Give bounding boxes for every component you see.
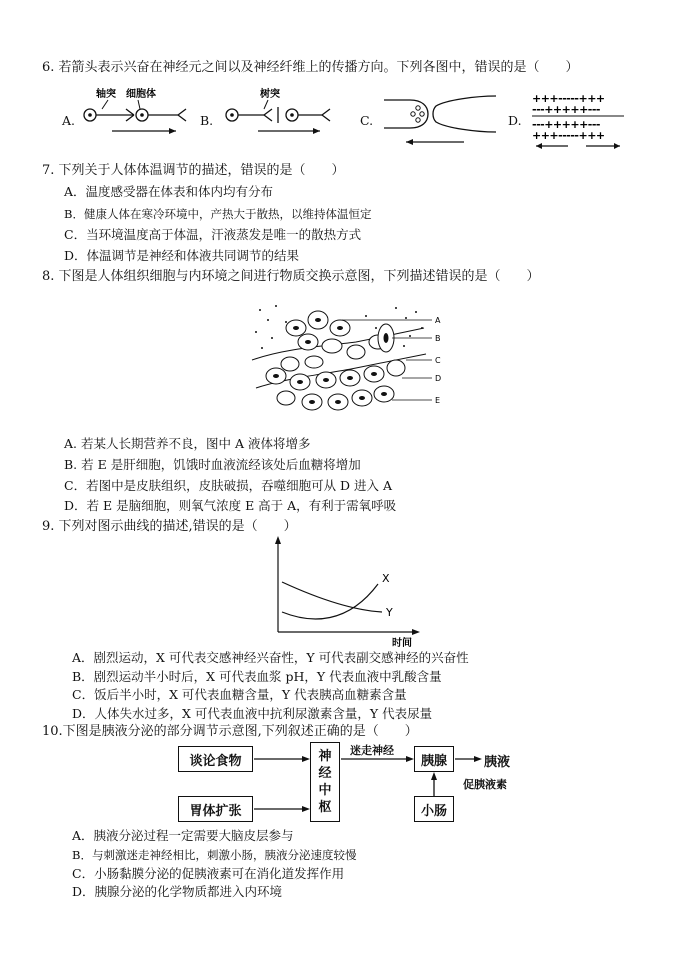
d-top-plus-row: +++-----+++ (532, 92, 605, 105)
box-talk-food: 谈论食物 (178, 746, 253, 772)
label-pancreatic-juice: 胰液 (484, 755, 511, 770)
label-e: E (435, 396, 441, 405)
q9-option-d: D．人体失水过多，X 可代表血液中抗利尿激素含量，Y 代表尿量 (72, 706, 433, 721)
q9-option-c: C．饭后半小时，X 可代表血糖含量，Y 代表胰高血糖素含量 (72, 687, 407, 702)
q7-stem: 7. 下列关于人体体温调节的描述，错误的是（ ） (42, 163, 345, 178)
box-stomach-distension: 胃体扩张 (178, 796, 253, 822)
q6-diagram-a (78, 85, 193, 137)
box-nerve-center (310, 742, 340, 822)
nerve-center-char-1: 神 (318, 749, 332, 764)
q9-curve-chart (268, 532, 428, 650)
axon-label: 轴突 (96, 89, 116, 100)
q9-option-a: A．剧烈运动，X 可代表交感神经兴奋性，Y 可代表副交感神经的兴奋性 (72, 650, 469, 665)
nerve-center-char-2: 经 (318, 766, 332, 781)
q6-option-b-letter: B. (200, 113, 214, 128)
q7-option-b: B．健康人体在寒冷环境中，产热大于散热，以维持体温恒定 (64, 207, 372, 221)
label-c: C (435, 356, 441, 365)
q10-stem: 10.下图是胰液分泌的部分调节示意图,下列叙述正确的是（ ） (42, 724, 418, 739)
q8-option-c: C．若图中是皮肤组织，皮肤破损，吞噬细胞可从 D 进入 A (64, 478, 393, 493)
x-axis-label: 时间 (392, 638, 412, 649)
q9-option-b: B．剧烈运动半小时后，X 可代表血浆 pH，Y 代表血液中乳酸含量 (72, 669, 442, 684)
q8-stem: 8. 下图是人体组织细胞与内环境之间进行物质交换示意图，下列描述错误的是（ ） (42, 269, 540, 284)
q10-option-b: B．与刺激迷走神经相比，刺激小肠，胰液分泌速度较慢 (72, 848, 357, 862)
label-b: B (435, 334, 441, 343)
q6-diagram-c (376, 92, 500, 148)
nerve-center-char-3: 中 (318, 783, 332, 798)
q7-option-a: A．温度感受器在体表和体内均有分布 (64, 184, 274, 199)
q9-stem: 9. 下列对图示曲线的描述,错误的是（ ） (42, 519, 297, 534)
q6-option-a-letter: A. (62, 113, 76, 128)
q6-diagram-b (218, 85, 333, 137)
nerve-center-char-4: 枢 (318, 800, 332, 815)
label-a: A (435, 316, 441, 325)
q6-option-c-letter: C. (360, 113, 374, 128)
curve-x-label: X (382, 572, 390, 585)
dendrite-label: 树突 (260, 89, 280, 100)
q6-stem: 6. 若箭头表示兴奋在神经元之间以及神经纤维上的传播方向。下列各图中，错误的是（ ） (42, 60, 579, 75)
q8-tissue-diagram (246, 298, 456, 420)
d-minus-row-2: ---+++++--- (532, 118, 600, 131)
q7-option-d: D．体温调节是神经和体液共同调节的结果 (64, 248, 300, 263)
q7-option-c: C．当环境温度高于体温，汗液蒸发是唯一的散热方式 (64, 227, 362, 242)
q10-option-c: C．小肠黏膜分泌的促胰液素可在消化道发挥作用 (72, 866, 345, 881)
d-bottom-plus-row: +++-----+++ (532, 129, 605, 142)
box-small-intestine: 小肠 (414, 796, 454, 822)
cell-body-label: 细胞体 (126, 89, 156, 100)
label-vagus-nerve: 迷走神经 (350, 744, 394, 757)
box-pancreas: 胰腺 (414, 746, 454, 772)
d-minus-row: ---+++++--- (532, 103, 600, 116)
label-secretin: 促胰液素 (463, 778, 507, 791)
q6-option-d-letter: D. (508, 113, 522, 128)
curve-y-label: Y (386, 606, 393, 619)
q8-option-d: D．若 E 是脑细胞，则氧气浓度 E 高于 A，有利于需氧呼吸 (64, 498, 397, 513)
q6-diagram-d (528, 92, 628, 150)
q10-option-a: A．胰液分泌过程一定需要大脑皮层参与 (72, 828, 294, 843)
label-d: D (435, 374, 442, 383)
q10-option-d: D．胰腺分泌的化学物质都进入内环境 (72, 884, 283, 899)
q8-option-b: B. 若 E 是肝细胞，饥饿时血液流经该处后血糖将增加 (64, 457, 361, 472)
q8-option-a: A. 若某人长期营养不良，图中 A 液体将增多 (64, 436, 311, 451)
